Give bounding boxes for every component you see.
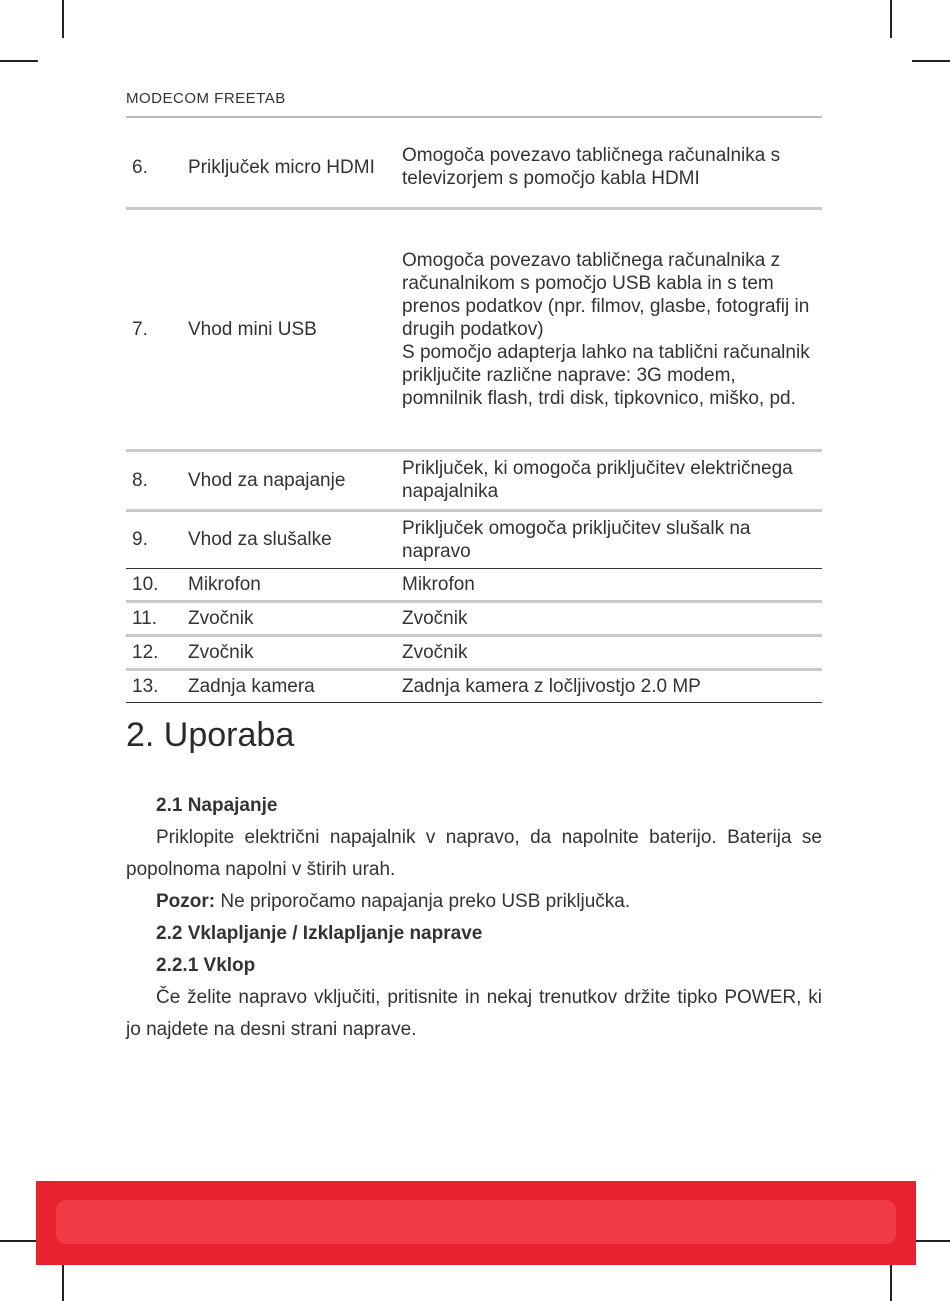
crop-mark [912, 60, 950, 62]
table-row [126, 568, 822, 601]
subsection-heading: 2.2.1 Vklop [156, 955, 256, 976]
row-number: 8. [126, 450, 184, 510]
row-description: Zvočnik [398, 601, 822, 635]
row-name: Priključek micro HDMI [184, 128, 398, 208]
row-name: Zvočnik [184, 635, 398, 669]
header-rule [126, 116, 822, 118]
paragraph: Če želite napravo vključiti, pritisnite in nekaj trenutkov držite tipko POWER, ki jo najdete na desni strani naprave. [126, 987, 822, 1040]
row-number: 12. [126, 635, 184, 669]
row-description: Priključek, ki omogoča priključitev električnega napajalnika [398, 450, 822, 510]
crop-mark [62, 1262, 64, 1301]
crop-mark [0, 1240, 38, 1242]
section-title: 2. Uporaba [126, 716, 295, 754]
row-name: Mikrofon [184, 568, 398, 601]
row-description: Mikrofon [398, 568, 822, 601]
row-name: Zadnja kamera [184, 669, 398, 702]
running-header: MODECOM FREETAB [126, 90, 286, 107]
table-row [126, 669, 822, 702]
table-row [126, 208, 822, 450]
row-number: 7. [126, 208, 184, 450]
row-name: Vhod mini USB [184, 208, 398, 450]
row-description: Zadnja kamera z ločljivostjo 2.0 MP [398, 669, 822, 702]
paragraph: Priklopite električni napajalnik v napravo, da napolnite baterijo. Baterija se popolnoma napolni v štirih urah. [126, 827, 822, 880]
table-row [126, 128, 822, 208]
row-name: Vhod za slušalke [184, 510, 398, 568]
crop-mark [912, 1240, 950, 1242]
table-row [126, 510, 822, 568]
crop-mark [62, 0, 64, 38]
row-number: 10. [126, 568, 184, 601]
row-description: Omogoča povezavo tabličnega računalnika z računalnikom s pomočjo USB kabla in s tem prenos podatkov (npr. filmov, glasbe, fotografij in drugih podatkov) S pomočjo adapterja lahko na tablični računalnik priključite različne naprave: 3G modem, pomnilnik flash, trdi disk, tipkovnico, miško, pd. [398, 208, 822, 450]
warning-paragraph [126, 886, 822, 918]
table-row [126, 450, 822, 510]
row-description: Omogoča povezavo tabličnega računalnika s televizorjem s pomočjo kabla HDMI [398, 128, 822, 208]
row-number: 13. [126, 669, 184, 702]
crop-mark [890, 1262, 892, 1301]
row-description: Zvočnik [398, 635, 822, 669]
crop-mark [890, 0, 892, 38]
row-number: 6. [126, 128, 184, 208]
crop-mark [0, 60, 38, 62]
row-number: 9. [126, 510, 184, 568]
subsection-heading: 2.2 Vklapljanje / Izklapljanje naprave [156, 923, 483, 944]
warning-label: Pozor: [156, 891, 216, 912]
row-name: Vhod za napajanje [184, 450, 398, 510]
spec-table [126, 128, 822, 703]
table-row [126, 601, 822, 635]
section-body [126, 790, 822, 1046]
table-row [126, 635, 822, 669]
warning-text: Ne priporočamo napajanja preko USB priključka. [215, 891, 631, 912]
subsection-heading: 2.1 Napajanje [156, 795, 278, 816]
footer-band-inner [56, 1200, 896, 1244]
row-name: Zvočnik [184, 601, 398, 635]
row-description: Priključek omogoča priključitev slušalk na napravo [398, 510, 822, 568]
row-number: 11. [126, 601, 184, 635]
